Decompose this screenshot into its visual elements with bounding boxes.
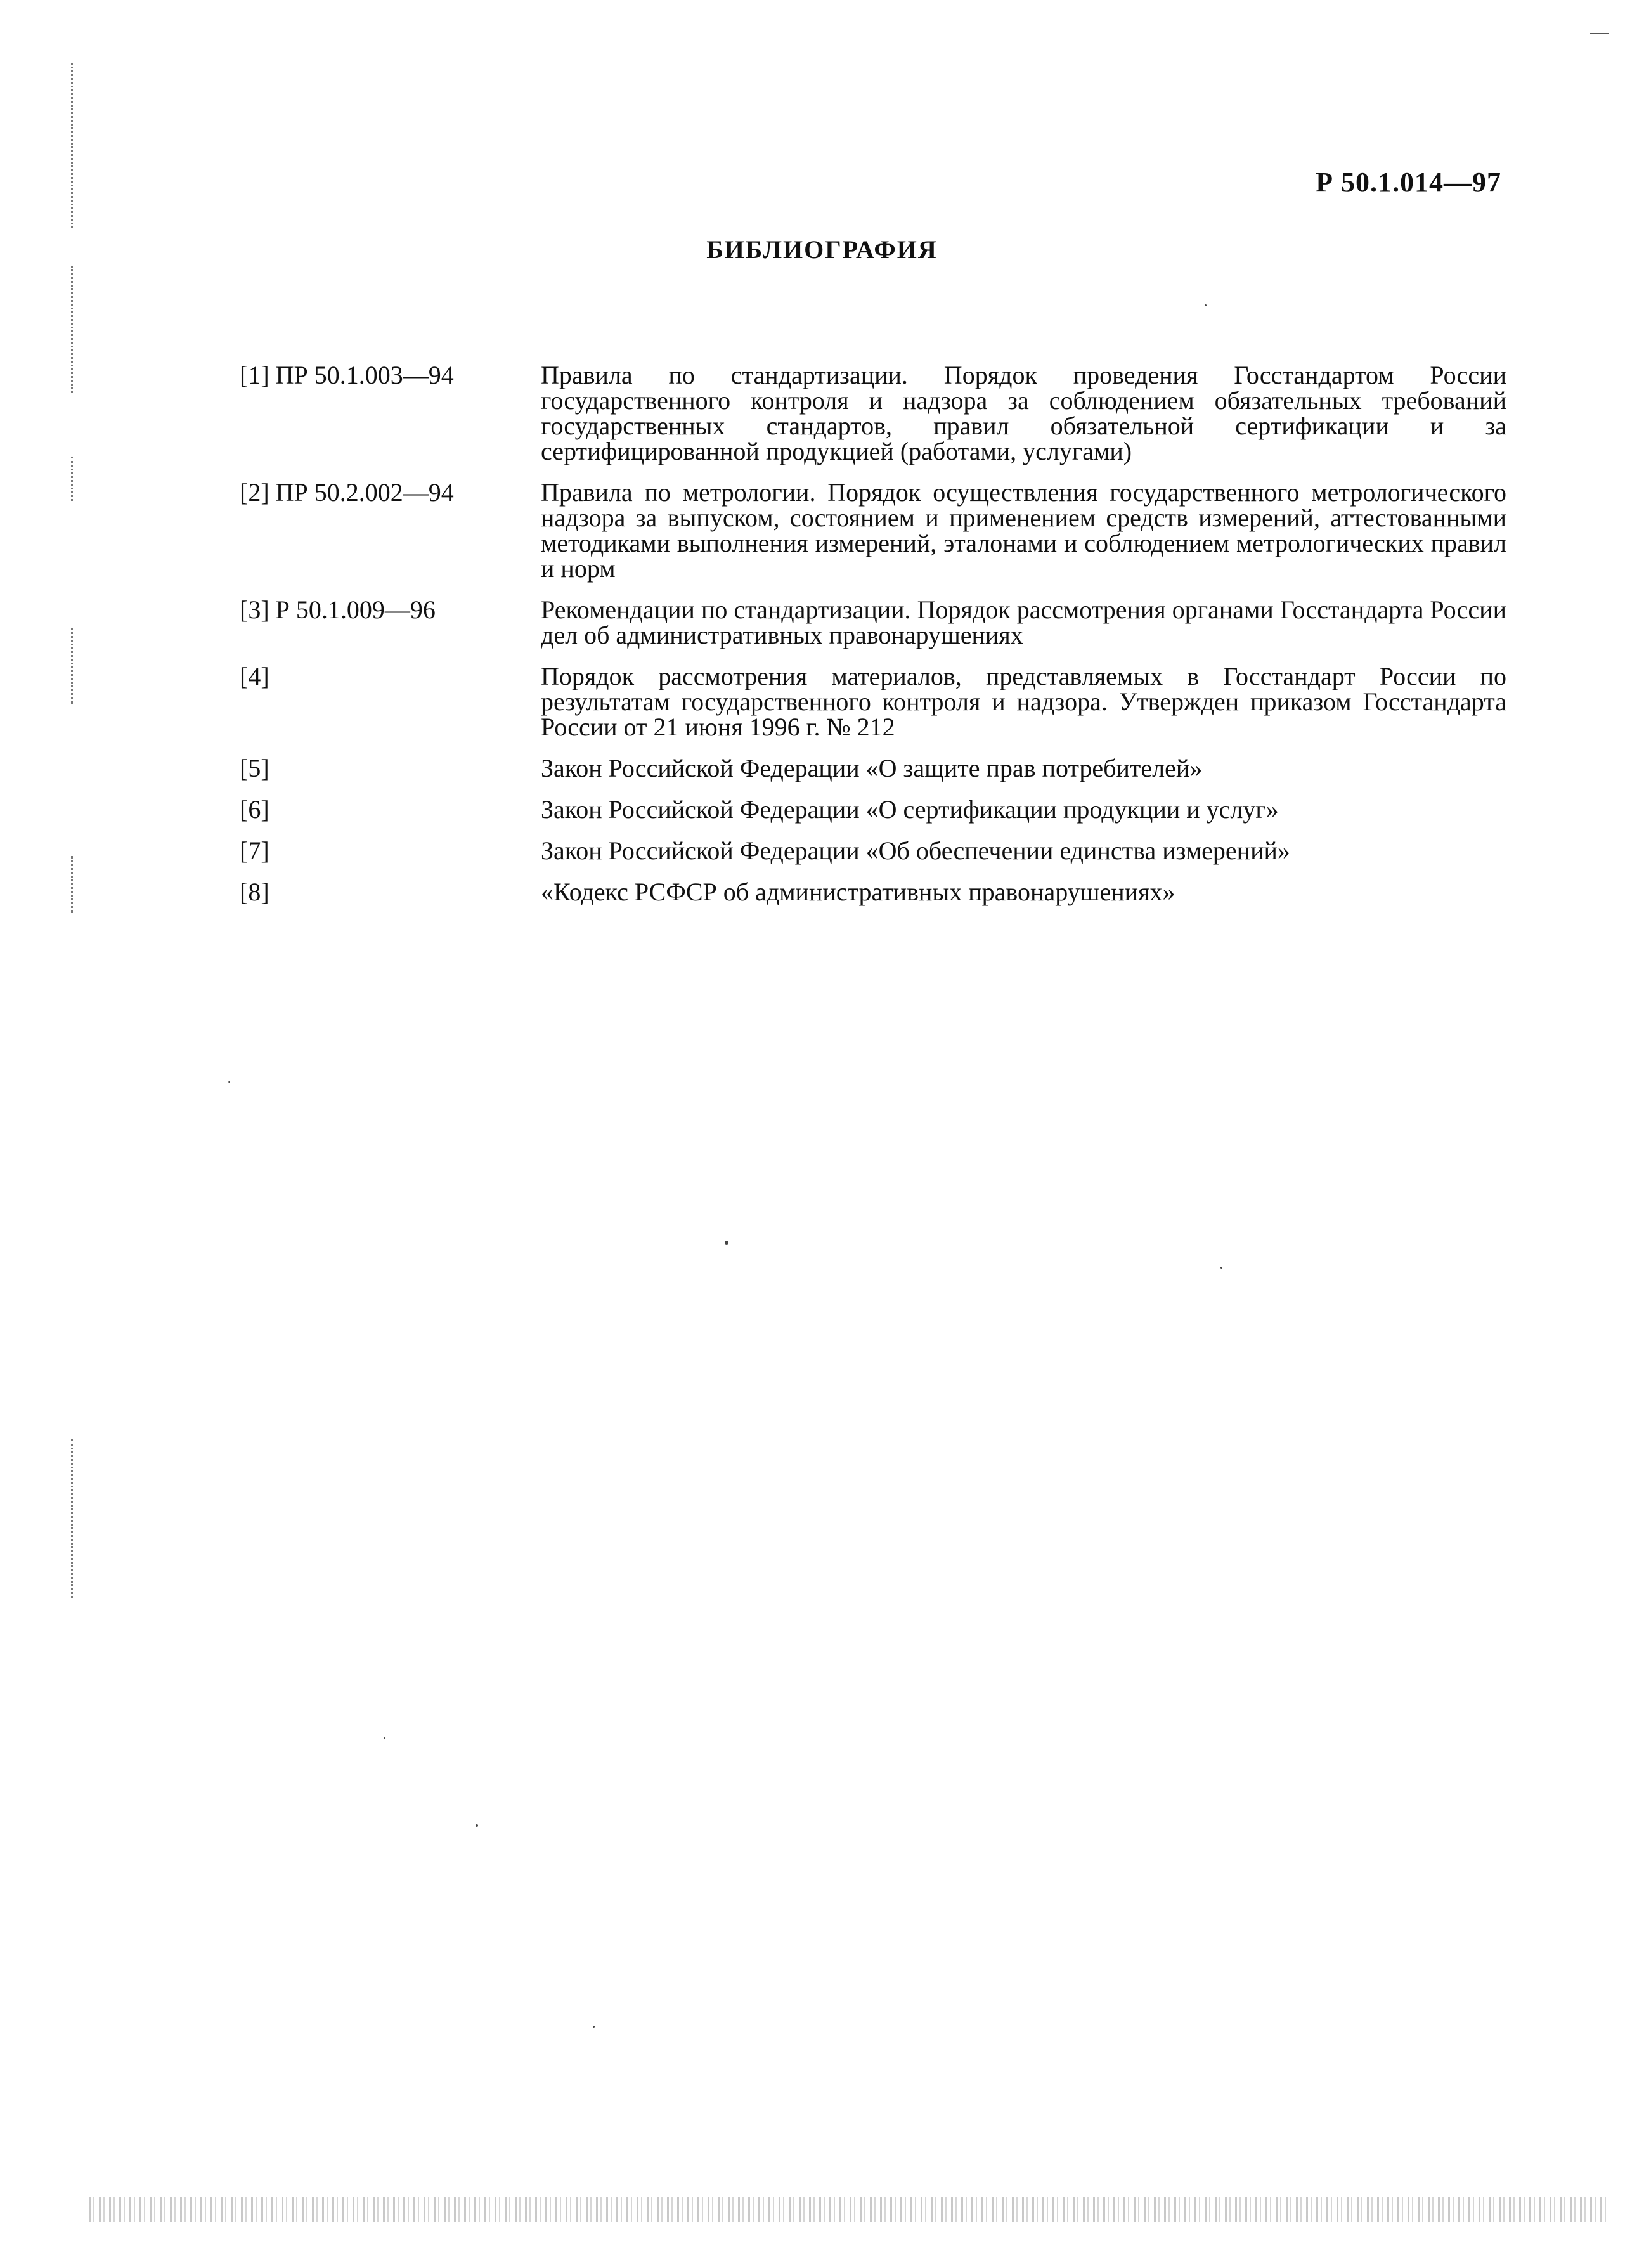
scan-speck: [725, 1241, 728, 1245]
scan-margin-marks: [71, 266, 77, 393]
scan-speck: [384, 1737, 385, 1739]
bibliography-entry: [240, 797, 1506, 822]
bibliography-entry: [240, 879, 1506, 905]
scan-margin-marks: [71, 856, 77, 913]
bibliography-entry: [240, 664, 1506, 740]
bibliography-ref: [6]: [240, 795, 269, 824]
bibliography-entry: [240, 838, 1506, 864]
document-code: Р 50.1.014—97: [1316, 167, 1501, 198]
page-title: БИБЛИОГРАФИЯ: [706, 235, 938, 264]
scan-margin-marks: [71, 628, 77, 704]
bibliography-text: Порядок рассмотрения материалов, представляемых в Госстандарт России по результатам государственного контроля и надзора. Утвержден приказом Госстандарта России от 21 июня 1996 г. № 212: [541, 662, 1506, 741]
scan-speck: [593, 2026, 595, 2028]
bibliography-ref: [8]: [240, 878, 269, 906]
bibliography-text: Закон Российской Федерации «О защите прав потребителей»: [541, 754, 1203, 782]
bibliography-entry: [240, 597, 1506, 648]
bibliography-entry: [240, 480, 1506, 581]
bibliography-entry: [240, 363, 1506, 464]
bibliography-list: [240, 363, 1506, 921]
bibliography-ref: [3] Р 50.1.009—96: [240, 595, 436, 624]
scan-noise-strip: [89, 2197, 1610, 2222]
bibliography-text: Закон Российской Федерации «Об обеспечении единства измерений»: [541, 836, 1290, 865]
bibliography-text: Правила по стандартизации. Порядок проведения Госстандартом России государственного контроля и надзора за соблюдением обязательных требований государственных стандартов, правил обязательной сертификации и за сертифицированной продукцией (работами, услугами): [541, 361, 1506, 465]
scan-margin-marks: [71, 457, 77, 501]
bibliography-text: Закон Российской Федерации «О сертификации продукции и услуг»: [541, 795, 1279, 824]
scan-mark: [1590, 33, 1609, 34]
bibliography-ref: [2] ПР 50.2.002—94: [240, 478, 454, 507]
bibliography-ref: [5]: [240, 754, 269, 782]
bibliography-text: Рекомендации по стандартизации. Порядок рассмотрения органами Госстандарта России дел об административных правонарушениях: [541, 595, 1506, 649]
scan-speck: [1220, 1267, 1222, 1269]
scan-margin-marks: [71, 1439, 77, 1598]
scan-margin-marks: [71, 63, 77, 228]
scan-speck: [1205, 304, 1207, 306]
bibliography-ref: [7]: [240, 836, 269, 865]
bibliography-text: Правила по метрологии. Порядок осуществления государственного метрологического надзора за выпуском, состоянием и применением средств измерений, аттестованными методиками выполнения измерений, эталонами и соблюдением метрологических правил и норм: [541, 478, 1506, 583]
bibliography-ref: [1] ПР 50.1.003—94: [240, 361, 454, 389]
scan-speck: [228, 1081, 230, 1083]
bibliography-entry: [240, 756, 1506, 781]
scan-speck: [476, 1824, 478, 1827]
bibliography-text: «Кодекс РСФСР об административных правонарушениях»: [541, 878, 1175, 906]
bibliography-ref: [4]: [240, 662, 269, 690]
